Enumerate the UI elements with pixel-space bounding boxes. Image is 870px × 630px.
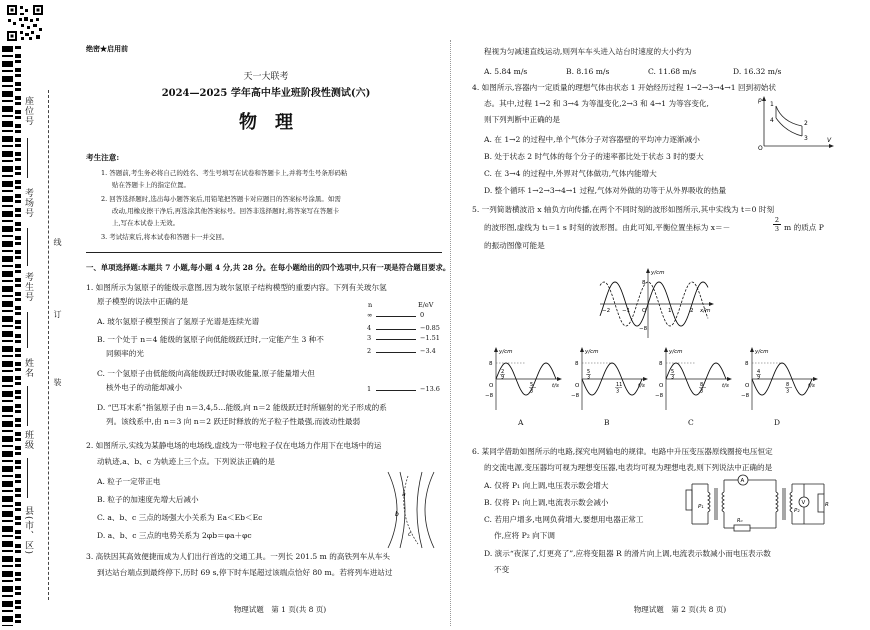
q3-option-b[interactable]: B. 8.16 m/s [566,67,610,76]
option-amp-pos: 8 [489,361,493,367]
q1-option-c-1[interactable]: C. 一个氢原子由低能级向高能级跃迁时吸收能量,原子能量增大但 [97,369,315,378]
wave-graph [596,266,716,342]
option-tick-2-num: 8 [700,382,704,388]
name-label: 姓名 [23,358,33,378]
option-tick-1-num: 5 [671,369,675,375]
option-amp-neg: −8 [571,393,580,399]
q1-stem-1: 1. 如图所示为氢原子的能级示意图,因为玻尔氢原子结构模型的重要内容。下列有关玻尔氢 [86,283,387,292]
q3-option-d[interactable]: D. 16.32 m/s [733,67,782,76]
option-xlabel: t/s [552,383,559,389]
point-c-label: c [408,531,412,538]
option-xlabel: t/s [722,383,729,389]
option-tick-2-den: 3 [530,388,534,395]
q6-stem-1: 6. 某同学借助如图所示的电路,探究电网输电的规律。电路中升压变压器原线圈接电压恒定 [472,447,773,456]
q5-stem-2b: m 的质点 P [784,223,824,232]
q4-stem-2: 态。其中,过程 1→2 和 3→4 为等温变化,2→3 和 4→1 为等容变化, [484,99,709,108]
q3-option-c[interactable]: C. 11.68 m/s [648,67,697,76]
q3-stem-3: 程视为匀减速直线运动,则列车车头进入站台时速度的大小约为 [484,47,692,56]
candidate-number-line[interactable] [27,312,28,348]
option-origin: O [489,383,494,389]
level-line-2 [376,352,416,353]
level-n-inf: ∞ [367,311,373,319]
level-n-4: 4 [367,324,372,332]
q2-option-d[interactable]: D. a、b、c 三点的电势关系为 2φb＝φa＋φc [97,531,252,540]
wave-xtick-2: 2 [690,308,694,314]
option-tick-1-den: 3 [587,374,591,381]
option-tick-1-den: 9 [501,374,505,381]
level-n-1: 1 [367,385,372,393]
level-e-1: −13.6 [420,385,440,393]
level-e-inf: 0 [420,311,425,319]
pv-axis-v: V [827,137,832,144]
level-line-1 [376,390,416,391]
option-tick-2-num: 8 [786,382,790,388]
pv-diagram [756,94,836,150]
section-title: 一、单项选择题:本题共 7 小题,每小题 4 分,共 28 分。在每小题给出的四个选项中,只有一项是符合题目要求。 [86,263,451,272]
option-amp-pos: 8 [745,361,749,367]
org-title: 天一大联考 [243,72,289,82]
wave-xlabel: x/m [700,308,711,314]
q1-option-a[interactable]: A. 玻尔氢原子模型预言了氢原子光谱是连续光谱 [97,317,260,326]
q4-option-c[interactable]: C. 在 3→4 的过程中,外界对气体做功,气体内能增大 [484,169,657,178]
note-line-1: 1. 答题前,考生务必将自己的姓名、考生号填写在试卷和答题卡上,并将考生号条形码粘 [101,169,348,177]
option-ylabel: y/cm [669,349,683,355]
q4-option-b[interactable]: B. 处于状态 2 时气体的每个分子的速率都比处于状态 3 时的要大 [484,152,704,161]
barcode-band-left [2,46,13,626]
wave-amp-neg: −8 [639,326,648,332]
class-line[interactable] [27,458,28,498]
option-tick-2-num: 5 [530,382,534,388]
level-line-inf [376,316,416,317]
option-label: B [604,418,610,427]
level-n-2: 2 [367,347,372,355]
exam-room-line[interactable] [27,228,28,266]
barcode-band-mid [15,46,21,626]
option-tick-1-num: 4 [757,369,761,375]
q2-option-a[interactable]: A. 粒子一定带正电 [97,477,161,486]
secret-mark: 绝密★启用前 [86,44,128,53]
option-tick-2-den: 3 [700,388,704,395]
level-line-3 [376,339,416,340]
notes-divider [86,252,442,253]
circuit-r-label: R [825,502,829,508]
circuit-r0-label: R₀ [737,518,743,524]
q1-option-b-1[interactable]: B. 一个处于 n＝4 能级的氢原子向低能级跃迁时,一定能产生 3 种不 [97,335,324,344]
q2-option-c[interactable]: C. a、b、c 三点的场强大小关系为 Ea＜Eb＜Ec [97,513,263,522]
option-label: A [518,418,524,427]
point-a-label: a [402,491,406,498]
note-line-6: 3. 考试结束后,将本试卷和答题卡一并交回。 [101,233,229,241]
q5-stem-2a: 的波形图,虚线为 t₁＝1 s 时刻的波形图。由此可知,平衡位置坐标为 x＝－ [484,223,731,232]
vibration-option-a[interactable] [484,346,564,427]
level-e-4: −0.85 [420,324,440,332]
q4-stem-1: 4. 如图所示,容器内一定质量的理想气体由状态 1 开始经历过程 1→2→3→4→1 回到初始状 [472,83,776,92]
q3-stem-1: 3. 高铁因其高效便捷而成为人们出行首选的交通工具。一列长 201.5 m 的高铁列车从车头 [86,552,391,561]
option-xlabel: t/s [808,383,815,389]
note-line-2: 贴在答题卡上的指定位置。 [112,181,190,189]
q6-option-d-1[interactable]: D. 演示“夜深了,灯更亮了”,应将变阻器 R 的滑片向上调,电流表示数减小而电压表示数 [484,549,771,558]
q4-option-d[interactable]: D. 整个循环 1→2→3→4→1 过程,气体对外做的功等于从外界吸收的热量 [484,186,727,195]
option-amp-neg: −8 [655,393,664,399]
pv-point-3: 3 [804,135,808,142]
option-label: C [688,418,694,427]
q1-option-b-2: 同频率的光 [106,349,144,358]
level-n-3: 3 [367,334,372,342]
q1-option-d-1[interactable]: D. “巴耳末系”指氢原子由 n＝3,4,5…能级,向 n＝2 能级跃迁时所辐射的光子形成的系 [97,403,387,412]
option-tick-1-den: 9 [757,374,761,381]
county-label: 县(市、区) [23,506,33,556]
energy-e-header: E/eV [418,301,434,309]
wave-ylabel: y/cm [651,270,665,276]
option-tick-2-den: 3 [616,388,620,395]
page-divider [450,40,451,626]
q3-stem-2: 到达站台端点到最终停下,历时 69 s,停下时车尾超过该端点恰好 80 m。若将列车进站过 [97,568,393,577]
note-line-5: 上,写在本试卷上无效。 [112,219,180,227]
q4-option-a[interactable]: A. 在 1→2 的过程中,单个气体分子对容器壁的平均冲力逐渐减小 [484,135,700,144]
q6-stem-2: 的交流电源,变压器均可视为理想变压器,电表均可视为理想电表,则下列说法中正确的是 [484,463,773,472]
point-b-label: b [395,511,399,518]
circuit-p2-label: P₂ [794,508,800,514]
electric-field-diagram [378,470,444,550]
q6-option-b[interactable]: B. 仅将 P₁ 向上调,电流表示数会减小 [484,498,609,507]
q6-option-d-2: 不变 [494,565,510,574]
qr-code-icon [6,4,44,42]
pv-axis-p: p [758,97,762,104]
q1-stem-2: 原子模型的说法中正确的是 [97,297,189,306]
q5-stem-1: 5. 一列简谐横波沿 x 轴负方向传播,在两个不同时刻的波形如图所示,其中实线为 t＝0 时刻 [472,205,775,214]
q2-stem-2: 动轨迹,a、b、c 为轨迹上三个点。下列说法正确的是 [97,457,275,466]
wave-xtick-neg2: −2 [602,308,611,314]
q2-stem-1: 2. 如图所示,实线为某静电场的电场线,虚线为一带电粒子仅在电场力作用下在电场中的运 [86,441,382,450]
wave-xtick-1: 1 [668,308,672,314]
q1-option-c-2: 核外电子的动能却减小 [106,383,182,392]
q6-option-a[interactable]: A. 仅将 P₁ 向上调,电压表示数会增大 [484,481,609,490]
seal-mark-zhuang: 装 [53,378,62,387]
option-tick-1-num: 2 [501,369,505,375]
note-line-4: 改动,用橡皮擦干净后,再选涂其他答案标号。回答非选择题时,将答案写在答题卡 [112,207,340,215]
level-e-2: −3.4 [420,347,436,355]
option-origin: O [745,383,750,389]
q5-stem-3: 的振动图像可能是 [484,241,545,250]
option-amp-neg: −8 [741,393,750,399]
vibration-option-c[interactable] [654,346,734,427]
option-ylabel: y/cm [755,349,769,355]
ammeter-label: A [740,478,745,484]
q3-option-a[interactable]: A. 5.84 m/s [484,67,528,76]
footer-right: 物理试题 第 2 页(共 8 页) [633,605,727,614]
pv-origin: O [758,145,763,150]
level-e-3: −1.51 [420,334,440,342]
note-line-3: 2. 回答选择题时,选出每小题答案后,用铅笔把答题卡对应题目的答案标号涂黑。如需 [101,195,341,203]
candidate-number-label: 考生号 [23,272,33,302]
seal-mark-xian: 线 [53,238,62,247]
option-ylabel: y/cm [499,349,513,355]
option-tick-2-num: 11 [616,382,623,388]
option-origin: O [659,383,664,389]
seat-number-line[interactable] [27,138,28,178]
voltmeter-label: V [801,500,806,506]
pv-point-2: 2 [804,120,808,127]
option-tick-1-den: 3 [671,374,675,381]
vibration-option-d[interactable] [740,346,820,427]
q1-option-d-2: 列。该线系中,由 n＝3 向 n＝2 跃迁时释放的光子粒子性最强,而波动性最弱 [106,417,361,426]
option-amp-pos: 8 [659,361,663,367]
name-line[interactable] [27,386,28,426]
option-xlabel: t/s [638,383,645,389]
q6-option-c-2: 作,应将 P₂ 向下调 [494,531,555,540]
wave-xtick-neg1: −1 [622,308,631,314]
option-origin: O [575,383,580,389]
transmission-circuit [684,474,832,534]
seat-number-label: 座位号 [23,96,33,126]
wave-origin: O [642,308,647,314]
seal-mark-ding: 订 [53,310,62,319]
class-label: 班级 [23,430,33,450]
wave-amp-pos: 8 [642,280,646,286]
fraction-denominator: 3 [774,225,780,233]
exam-title: 2024—2025 学年高中毕业班阶段性测试(六) [161,88,371,99]
option-tick-1-num: 5 [587,369,591,375]
energy-n-header: n [368,301,373,309]
footer-left: 物理试题 第 1 页(共 8 页) [233,605,327,614]
q6-option-c-1[interactable]: C. 若用户增多,电网负荷增大,要想用电器正常工 [484,515,644,524]
level-line-4 [376,329,416,330]
vibration-option-b[interactable] [570,346,650,427]
option-amp-neg: −8 [485,393,494,399]
q4-stem-3: 则下列判断中正确的是 [484,115,560,124]
seal-line [48,90,49,600]
option-ylabel: y/cm [585,349,599,355]
pv-point-1: 1 [770,101,774,108]
option-tick-2-den: 3 [786,388,790,395]
option-amp-pos: 8 [575,361,579,367]
q2-option-b[interactable]: B. 粒子的加速度先增大后减小 [97,495,199,504]
circuit-p1-label: P₁ [698,504,704,510]
notes-title: 考生注意: [86,153,120,162]
exam-room-label: 考场号 [23,188,33,218]
option-label: D [774,418,781,427]
pv-point-4: 4 [770,117,774,124]
fraction [773,216,781,233]
fraction-numerator: 2 [774,216,780,224]
subject-title: 物 理 [239,112,293,133]
